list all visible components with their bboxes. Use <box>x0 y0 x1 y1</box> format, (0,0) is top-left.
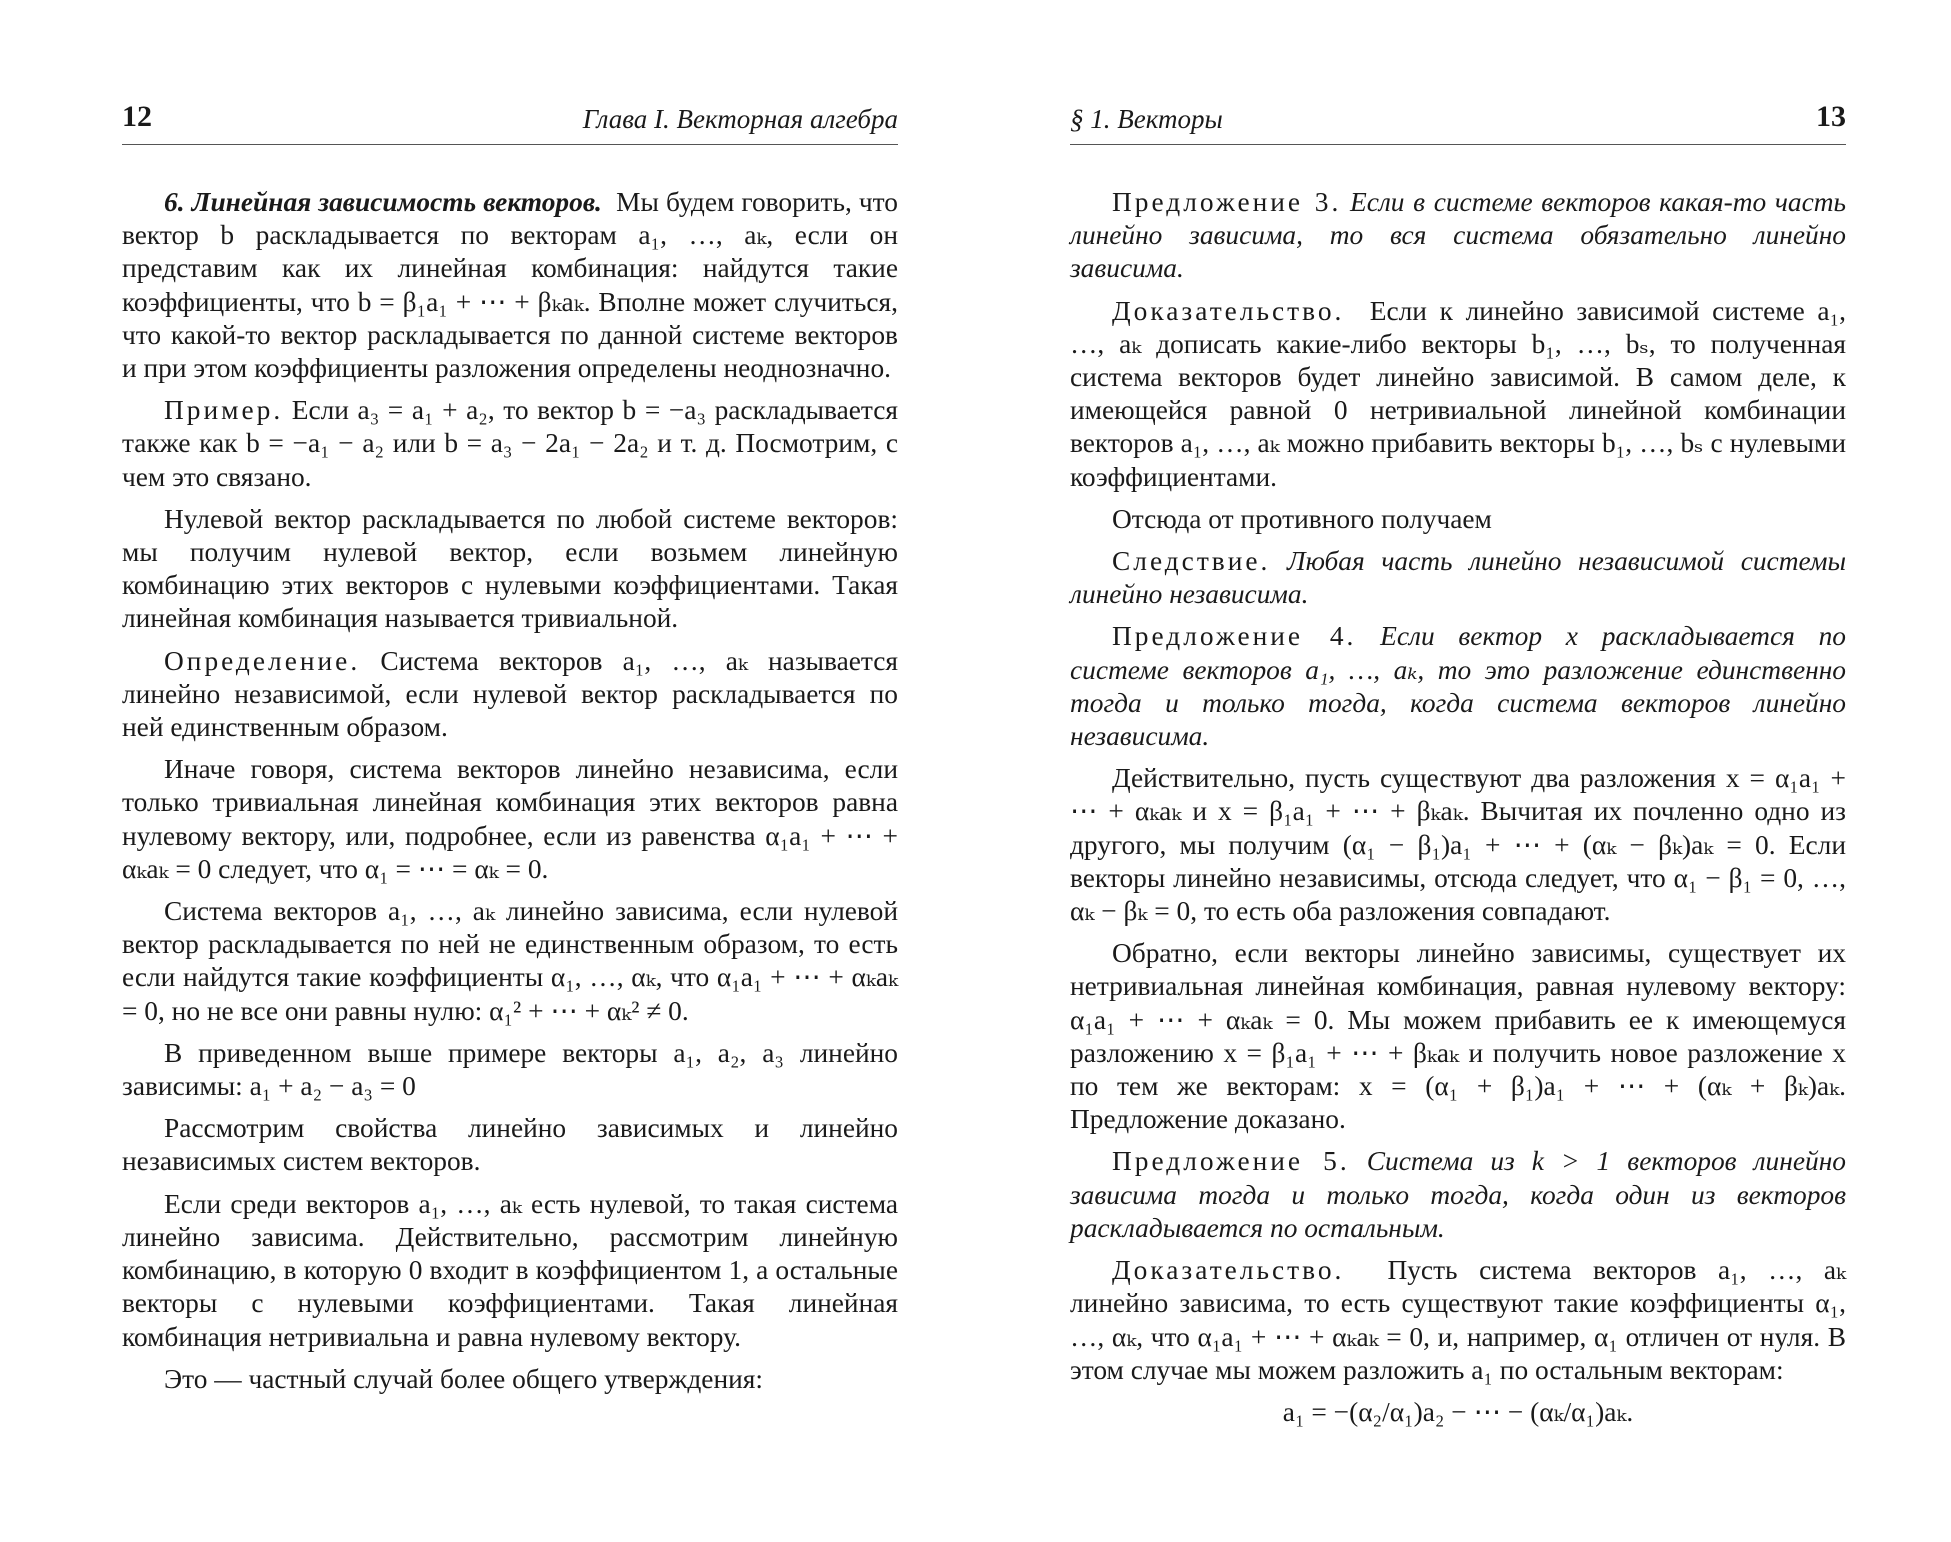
proposition-text: Система из k > 1 векторов линейно зависима тогда и только тогда, когда один из векторов раскладывается по остальным. <box>1070 1146 1846 1243</box>
left-page-header <box>122 98 898 145</box>
paragraph-text: В приведенном выше примере векторы a₁, a₂, a₃ линейно зависимы: a₁ + a₂ − a₃ = 0 <box>122 1037 898 1102</box>
proof-label: Доказательство. <box>1112 1255 1345 1286</box>
page-number: 12 <box>122 100 152 133</box>
left-page-body <box>122 186 898 1405</box>
paragraph <box>122 645 898 745</box>
proposition-text: Если в системе векторов какая-то часть линейно зависима, то вся система обязательно линейно зависима. <box>1070 187 1846 284</box>
paragraph <box>1070 762 1846 928</box>
section-heading: 6. Линейная зависимость векторов. <box>164 187 602 217</box>
paragraph <box>1070 620 1846 753</box>
corollary-label: Следствие. <box>1112 546 1271 577</box>
paragraph <box>1070 1145 1846 1245</box>
paragraph <box>122 1112 898 1178</box>
formula-text: a₁ = −(α₂/α₁)a₂ − ⋯ − (αₖ/α₁)aₖ. <box>1282 1396 1634 1427</box>
proposition-label: Предложение 5. <box>1112 1146 1350 1177</box>
proposition-text: Если вектор x раскладывается по системе векторов a₁, …, aₖ, то это разложение единственно тогда и только тогда, когда система векторов линейно независима. <box>1070 621 1846 752</box>
display-formula <box>1070 1396 1846 1429</box>
paragraph-text: Обратно, если векторы линейно зависимы, существует их нетривиальная линейная комбинация, равная нулевому вектору: α₁a₁ + ⋯ + αₖaₖ = 0. Мы можем прибавить ее к имеющемуся разложению x = β₁a₁ + ⋯ + βₖaₖ и получить новое разложение x по тем же векторам: x = (α₁ + β₁)a₁ + ⋯ + (αₖ + βₖ)aₖ. Предложение доказано. <box>1070 938 1846 1135</box>
paragraph <box>122 1188 898 1354</box>
right-page-body <box>1070 186 1846 1438</box>
paragraph-text: Нулевой вектор раскладывается по любой системе векторов: мы получим нулевой вектор, если возьмем линейную комбинацию этих векторов с нулевыми коэффициентами. Такая линейная комбинация называется тривиальной. <box>122 503 898 634</box>
paragraph <box>122 186 898 385</box>
paragraph <box>1070 295 1846 494</box>
paragraph-text: Пусть система векторов a₁, …, aₖ линейно зависима, то есть существуют такие коэффициенты α₁, …, αₖ, что α₁a₁ + ⋯ + αₖaₖ = 0, и, например, α₁ отличен от нуля. В этом случае мы можем разложить a₁ по остальным векторам: <box>1070 1255 1846 1385</box>
corollary-text: Любая часть линейно независимой системы линейно независима. <box>1070 546 1846 610</box>
paragraph <box>1070 503 1846 536</box>
running-head: § 1. Векторы <box>1070 104 1223 134</box>
paragraph-text: Если к линейно зависимой системе a₁, …, aₖ дописать какие-либо векторы b₁, …, bₛ, то полученная система векторов будет линейно зависимой. В самом деле, к имеющейся равной 0 нетривиальной линейной комбинации векторов a₁, …, aₖ можно прибавить векторы b₁, …, bₛ с нулевыми коэффициентами. <box>1070 295 1846 492</box>
paragraph <box>1070 545 1846 611</box>
page-number: 13 <box>1816 100 1846 133</box>
paragraph-text: Если среди векторов a₁, …, aₖ есть нулевой, то такая система линейно зависима. Действительно, рассмотрим линейную комбинацию, в которую 0 входит в коэффициентом 1, а остальные векторы с нулевыми коэффициентами. Такая линейная комбинация нетривиальна и равна нулевому вектору. <box>122 1188 898 1352</box>
paragraph-text: Иначе говоря, система векторов линейно независима, если только тривиальная линейная комбинация этих векторов равна нулевому вектору, или, подробнее, если из равенства α₁a₁ + ⋯ + αₖaₖ = 0 следует, что α₁ = ⋯ = αₖ = 0. <box>122 754 898 884</box>
paragraph-text: Система векторов a₁, …, aₖ линейно зависима, если нулевой вектор раскладывается по ней не единственным образом, то есть если найдутся такие коэффициенты α₁, …, αₖ, что α₁a₁ + ⋯ + αₖaₖ = 0, но не все они равны нулю: α₁² + ⋯ + αₖ² ≠ 0. <box>122 896 898 1026</box>
proposition-label: Предложение 4. <box>1112 621 1357 652</box>
running-head: Глава I. Векторная алгебра <box>582 104 898 134</box>
paragraph <box>1070 1254 1846 1387</box>
paragraph-text: Это — частный случай более общего утверждения: <box>164 1363 763 1394</box>
example-label: Пример. <box>164 395 284 426</box>
paragraph-text: Мы будем говорить, что вектор b раскладывается по векторам a₁, …, aₖ, если он представим как их линейная комбинация: найдутся такие коэффициенты, что b = β₁a₁ + ⋯ + βₖaₖ. Вполне может случиться, что какой-то вектор раскладывается по данной системе векторов и при этом коэффициенты разложения определены неоднозначно. <box>122 187 898 384</box>
proof-label: Доказательство. <box>1112 295 1345 326</box>
paragraph <box>1070 186 1846 286</box>
paragraph <box>122 895 898 1028</box>
paragraph <box>122 1363 898 1396</box>
paragraph-text: Действительно, пусть существуют два разложения x = α₁a₁ + ⋯ + αₖaₖ и x = β₁a₁ + ⋯ + βₖaₖ. Вычитая их почленно одно из другого, мы получим (α₁ − β₁)a₁ + ⋯ + (αₖ − βₖ)aₖ = 0. Если векторы линейно независимы, отсюда следует, что α₁ − β₁ = 0, …, αₖ − βₖ = 0, то есть оба разложения совпадают. <box>1070 763 1846 927</box>
paragraph-text: Отсюда от противного получаем <box>1112 503 1492 534</box>
paragraph <box>122 1037 898 1103</box>
paragraph-text: Если a₃ = a₁ + a₂, то вектор b = −a₃ раскладывается также как b = −a₁ − a₂ или b = a₃ − 2a₁ − 2a₂ и т. д. Посмотрим, с чем это связано. <box>122 395 898 492</box>
paragraph-text: Рассмотрим свойства линейно зависимых и линейно независимых систем векторов. <box>122 1113 898 1177</box>
definition-label: Определение. <box>164 645 361 676</box>
paragraph-text: Система векторов a₁, …, aₖ называется линейно независимой, если нулевой вектор раскладывается по ней единственным образом. <box>122 645 898 743</box>
paragraph <box>122 394 898 494</box>
proposition-label: Предложение 3. <box>1112 187 1342 217</box>
paragraph <box>122 753 898 886</box>
right-page-header <box>1070 98 1846 145</box>
paragraph <box>1070 937 1846 1136</box>
paragraph <box>122 503 898 636</box>
